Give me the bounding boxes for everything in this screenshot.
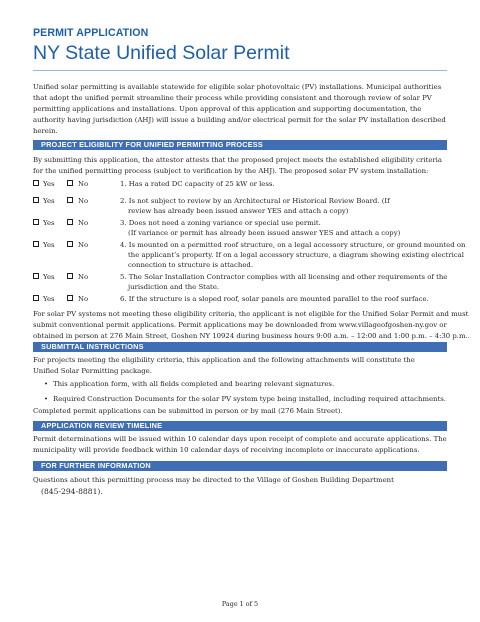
criterion-line: (If variance or permit has already been issued answer YES and attach a copy) xyxy=(128,229,401,237)
timeline-line: Permit determinations will be issued within 10 calendar days upon receipt of complete and accurate applications. The xyxy=(33,435,447,443)
criterion-text xyxy=(120,294,429,304)
yes-checkbox[interactable] xyxy=(33,219,39,225)
yes-checkbox[interactable] xyxy=(33,180,39,186)
bullet-text: Required Construction Documents for the solar PV system type being installed, including required attachments. xyxy=(53,395,446,403)
further-info-phone: (845-294-8881). xyxy=(41,487,103,496)
section-heading-eligibility: PROJECT ELIGIBILITY FOR UNIFIED PERMITTING PROCESS xyxy=(33,140,447,150)
yes-label: Yes xyxy=(43,219,55,227)
timeline-line: municipality will provide feedback within 10 calendar days of receiving incomplete or inaccurate applications. xyxy=(33,446,420,454)
section-heading-submittal: SUBMITTAL INSTRUCTIONS xyxy=(33,342,447,352)
intro-line: Unified solar permitting is available statewide for eligible solar photovoltaic (PV) installations. Municipal authorities xyxy=(33,83,442,91)
further-info-line: Questions about this permitting process may be directed to the Village of Goshen Building Department xyxy=(33,476,394,484)
no-label: No xyxy=(78,295,89,303)
eligibility-intro-line: for the unified permitting process (subject to verification by the AHJ). The proposed solar PV system installation: xyxy=(33,167,429,175)
yes-checkbox[interactable] xyxy=(33,241,39,247)
eligibility-note-line: obtained in person at 276 Main Street, Goshen NY 10924 during business hours 9:00 a.m. – 12:00 and 1:00 p.m. – 4:30 p.m.. xyxy=(33,332,470,340)
bullet-text: This application form, with all fields completed and bearing relevant signatures. xyxy=(53,380,335,388)
yes-label: Yes xyxy=(43,295,55,303)
no-label: No xyxy=(78,273,89,281)
yes-label: Yes xyxy=(43,241,55,249)
submittal-intro-line: Unified Solar Permitting package. xyxy=(33,367,152,375)
title-divider xyxy=(33,70,447,71)
criterion-line: review has already been issued answer YES and attach a copy) xyxy=(128,207,349,215)
no-label: No xyxy=(78,241,89,249)
document-title: NY State Unified Solar Permit xyxy=(33,42,290,64)
criterion-line: connection to structure is attached. xyxy=(128,261,254,269)
bullet-icon: • xyxy=(44,380,49,388)
yes-checkbox[interactable] xyxy=(33,295,39,301)
further-info-text xyxy=(33,475,449,497)
no-label: No xyxy=(78,219,89,227)
criterion-text xyxy=(120,240,465,270)
submittal-closing: Completed permit applications can be submitted in person or by mail (276 Main Street). xyxy=(33,407,343,415)
no-checkbox[interactable] xyxy=(67,219,73,225)
section-heading-further-info: FOR FURTHER INFORMATION xyxy=(33,461,447,471)
timeline-text xyxy=(33,434,449,456)
eligibility-intro-line: By submitting this application, the attestor attests that the proposed project meets the established eligibility criteria xyxy=(33,156,442,164)
criterion-line: 3. Does not need a zoning variance or special use permit. xyxy=(120,219,321,227)
document-kicker: PERMIT APPLICATION xyxy=(33,27,149,39)
no-label: No xyxy=(78,197,89,205)
no-checkbox[interactable] xyxy=(67,180,73,186)
criterion-line: 2. Is not subject to review by an Architectural or Historical Review Board. (If xyxy=(120,197,390,205)
section-heading-timeline: APPLICATION REVIEW TIMELINE xyxy=(33,421,447,431)
intro-line: authority having jurisdiction (AHJ) will issue a building and/or electrical permit for the solar PV installation described xyxy=(33,116,446,124)
no-label: No xyxy=(78,180,89,188)
yes-label: Yes xyxy=(43,180,55,188)
criterion-line: 4. Is mounted on a permitted roof structure, on a legal accessory structure, or ground mounted on xyxy=(120,241,466,249)
criterion-text xyxy=(120,272,447,292)
intro-line: that adopt the unified permit streamline their process while providing consistent and thorough review of solar PV xyxy=(33,94,432,102)
no-checkbox[interactable] xyxy=(67,197,73,203)
criterion-line: 6. If the structure is a sloped roof, solar panels are mounted parallel to the roof surface. xyxy=(120,295,429,303)
submittal-intro xyxy=(33,355,449,377)
eligibility-note-line: For solar PV systems not meeting these eligibility criteria, the applicant is not eligible for the Unified Solar Permit and must xyxy=(33,310,469,318)
eligibility-intro xyxy=(33,155,449,177)
criterion-text xyxy=(120,218,400,238)
no-checkbox[interactable] xyxy=(67,273,73,279)
criterion-line: jurisdiction and the State. xyxy=(128,283,220,291)
page-number: Page 1 of 5 xyxy=(221,600,259,608)
no-checkbox[interactable] xyxy=(67,241,73,247)
yes-label: Yes xyxy=(43,197,55,205)
intro-line: permitting applications and installations. Upon approval of this application and supporting documentation, the xyxy=(33,105,422,113)
bullet-icon: • xyxy=(44,395,49,403)
eligibility-note-line: submit conventional permit applications. Permit applications may be downloaded from www.villageofgoshen-ny.gov or xyxy=(33,321,447,329)
submittal-intro-line: For projects meeting the eligibility criteria, this application and the following attachments will constitute the xyxy=(33,356,415,364)
criterion-line: the applicant’s property. If on a legal accessory structure, a diagram showing existing electrical xyxy=(128,251,464,259)
yes-checkbox[interactable] xyxy=(33,273,39,279)
criterion-line: 5. The Solar Installation Contractor complies with all licensing and other requirements of the xyxy=(120,273,448,281)
eligibility-note xyxy=(33,309,470,342)
yes-label: Yes xyxy=(43,273,55,281)
intro-paragraph xyxy=(33,82,449,137)
criterion-text xyxy=(120,196,390,216)
criterion-line: 1. Has a rated DC capacity of 25 kW or less. xyxy=(120,180,275,188)
criterion-text xyxy=(120,179,275,189)
no-checkbox[interactable] xyxy=(67,295,73,301)
yes-checkbox[interactable] xyxy=(33,197,39,203)
intro-line: herein. xyxy=(33,127,58,135)
